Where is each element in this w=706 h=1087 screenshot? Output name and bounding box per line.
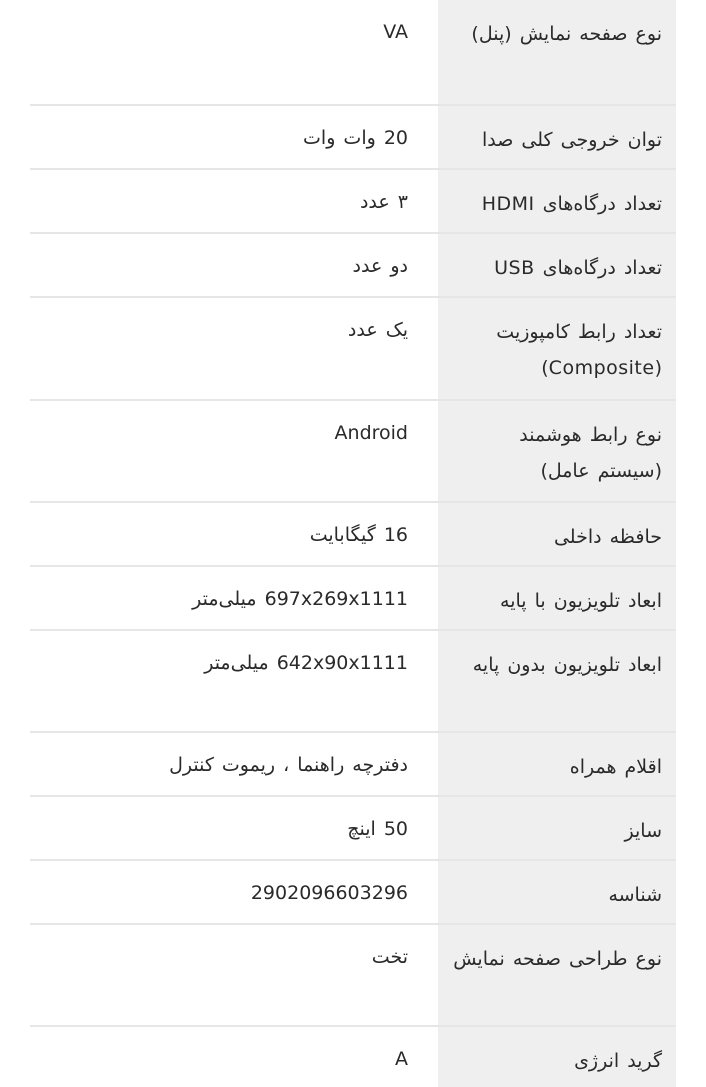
spec-row-energy-grade — [30, 1027, 676, 1087]
spec-row-dimensions-with-stand — [30, 567, 676, 631]
spec-label: شناسه — [438, 861, 676, 923]
spec-row-product-id — [30, 861, 676, 925]
spec-value: VA — [30, 0, 438, 104]
spec-value: 50 اینچ — [30, 797, 438, 859]
spec-label: گرید انرژی — [438, 1027, 676, 1087]
spec-label: تعداد درگاه‌های HDMI — [438, 170, 676, 232]
spec-value: 697x269x1111 میلی‌متر — [30, 567, 438, 629]
spec-label: نوع طراحی صفحه نمایش — [438, 925, 676, 1025]
spec-value: 20 وات وات — [30, 106, 438, 168]
spec-label: اقلام همراه — [438, 733, 676, 795]
spec-value: یک عدد — [30, 298, 438, 399]
spec-label: حافظه داخلی — [438, 503, 676, 565]
spec-value: تخت — [30, 925, 438, 1025]
spec-value: ۳ عدد — [30, 170, 438, 232]
spec-row-usb-ports — [30, 234, 676, 298]
spec-row-audio-output — [30, 106, 676, 170]
spec-row-composite — [30, 298, 676, 401]
spec-value: A — [30, 1027, 438, 1087]
spec-row-panel-type — [30, 0, 676, 106]
spec-row-size — [30, 797, 676, 861]
spec-row-accessories — [30, 733, 676, 797]
spec-label: نوع رابط هوشمند (سیستم عامل) — [438, 401, 676, 501]
spec-label: توان خروجی کلی صدا — [438, 106, 676, 168]
spec-label: تعداد درگاه‌های USB — [438, 234, 676, 296]
spec-label: نوع صفحه نمایش (پنل) — [438, 0, 676, 104]
spec-row-hdmi-ports — [30, 170, 676, 234]
spec-label: تعداد رابط کامپوزیت (Composite) — [438, 298, 676, 399]
spec-value: دفترچه راهنما ، ریموت کنترل — [30, 733, 438, 795]
spec-row-internal-storage — [30, 503, 676, 567]
spec-label: ابعاد تلویزیون با پایه — [438, 567, 676, 629]
spec-row-panel-design — [30, 925, 676, 1027]
spec-label: ابعاد تلویزیون بدون پایه — [438, 631, 676, 731]
spec-value: 642x90x1111 میلی‌متر — [30, 631, 438, 731]
spec-label: سایز — [438, 797, 676, 859]
spec-value: دو عدد — [30, 234, 438, 296]
spec-value: Android — [30, 401, 438, 501]
spec-value: 2902096603296 — [30, 861, 438, 923]
spec-row-smart-os — [30, 401, 676, 503]
spec-row-dimensions-without-stand — [30, 631, 676, 733]
spec-table — [30, 0, 676, 1087]
spec-value: 16 گیگابایت — [30, 503, 438, 565]
